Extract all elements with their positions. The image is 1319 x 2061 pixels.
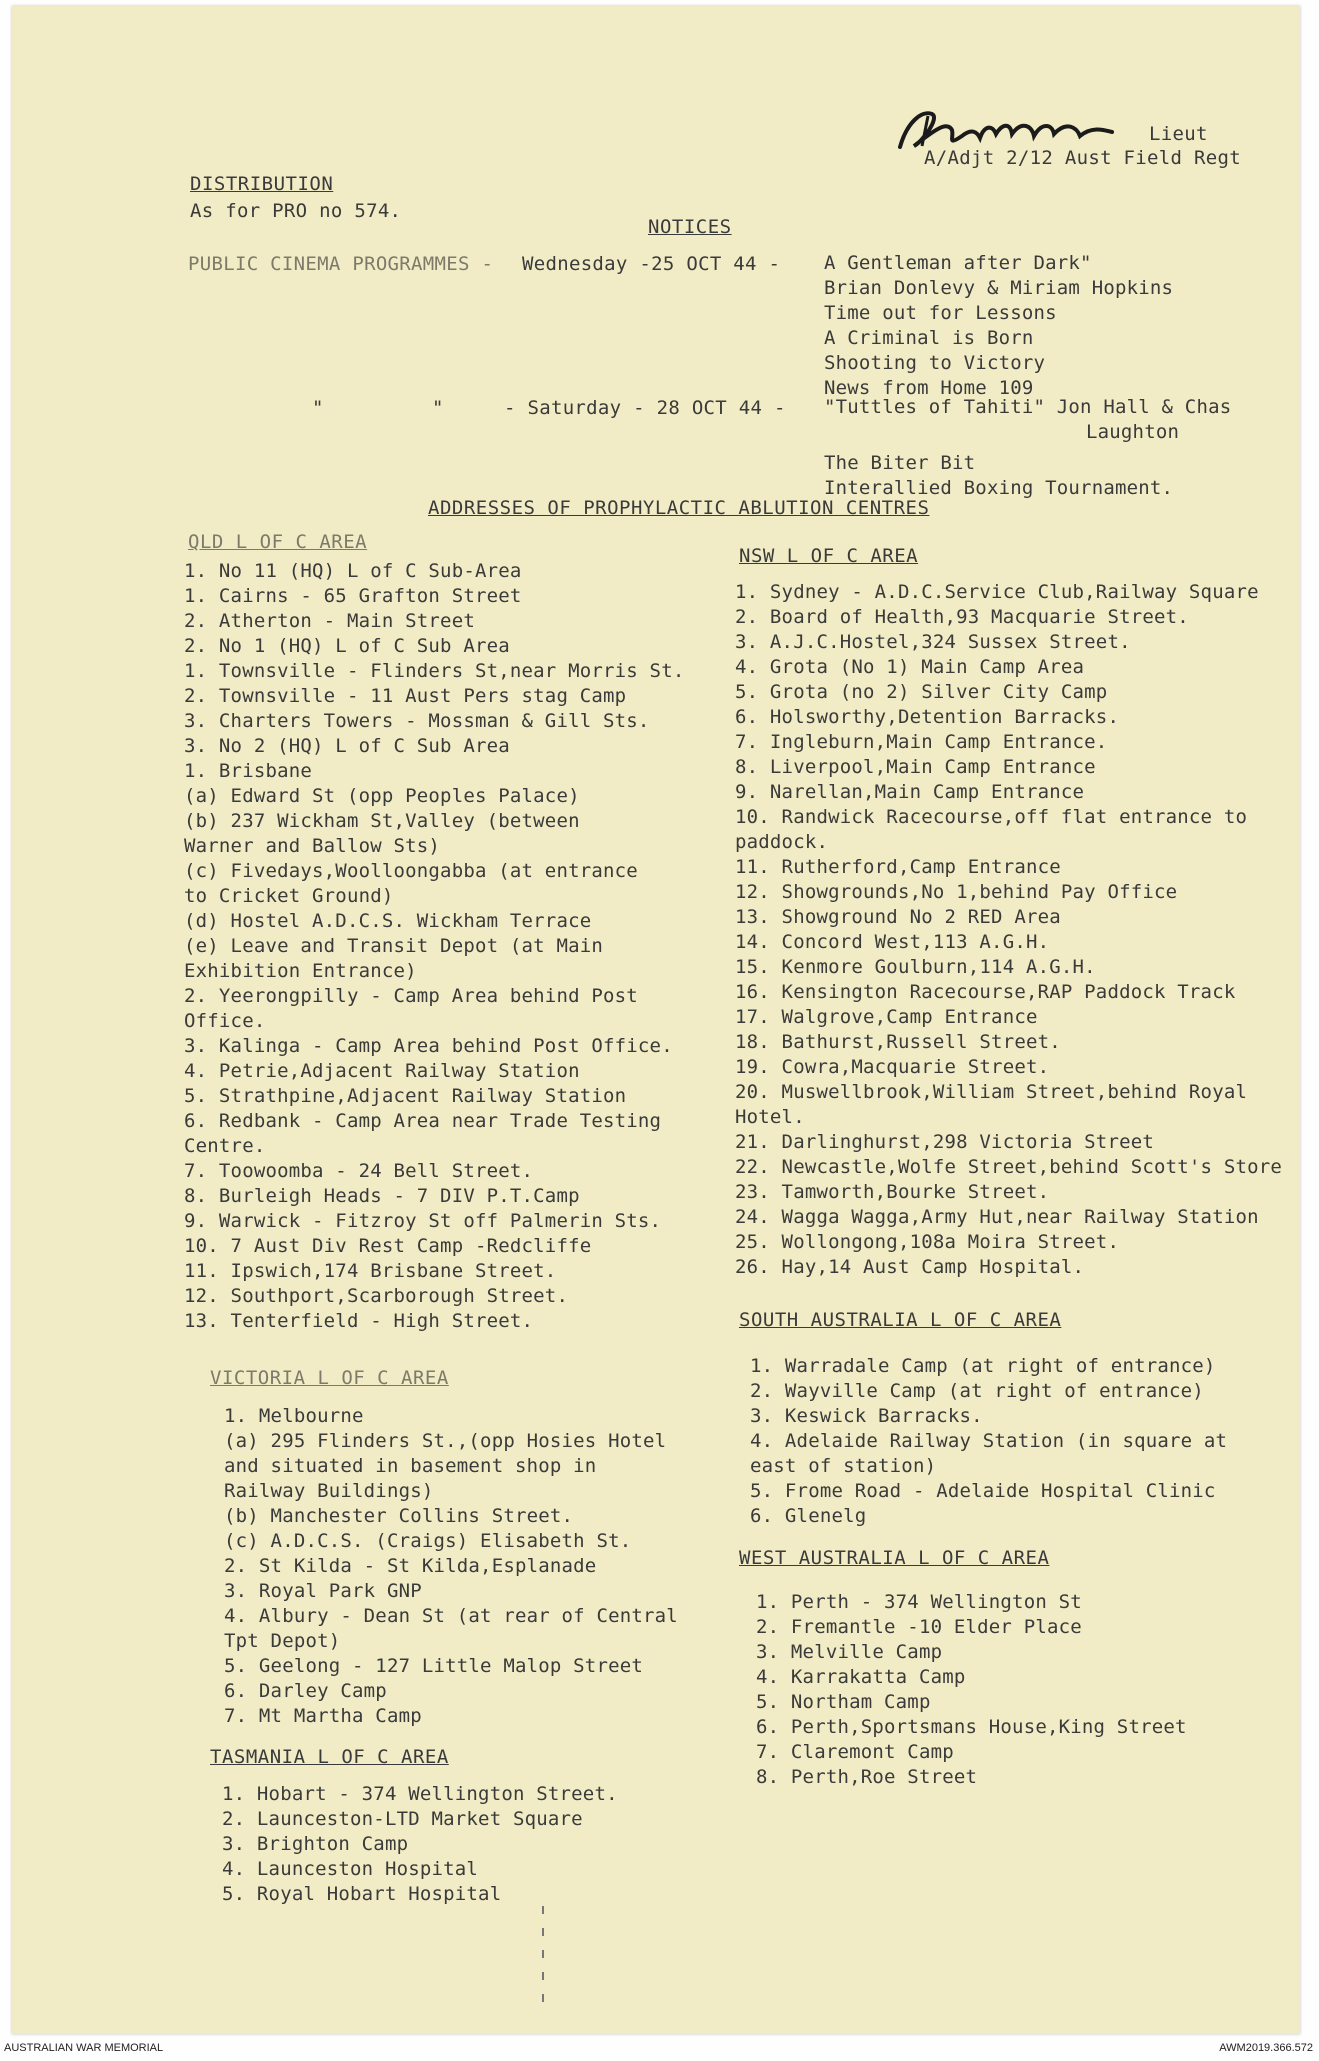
address-line: 6. Holsworthy,Detention Barracks. [735,706,1120,728]
address-line: 23. Tamworth,Bourke Street. [735,1181,1050,1203]
address-line: 14. Concord West,113 A.G.H. [735,931,1050,953]
address-line: 11. Ipswich,174 Brisbane Street. [184,1260,557,1282]
address-line: 1. Sydney - A.D.C.Service Club,Railway Square [735,581,1259,603]
cinema-day-2: - Saturday - 28 OCT 44 - [504,397,786,419]
address-line: 5. Northam Camp [756,1691,931,1713]
address-line: paddock. [735,831,829,853]
address-line: (a) Edward St (opp Peoples Palace) [184,785,580,807]
address-line: 10. 7 Aust Div Rest Camp -Redcliffe [184,1235,592,1257]
address-line: 8. Liverpool,Main Camp Entrance [735,756,1096,778]
film-line: Brian Donlevy & Miriam Hopkins [824,277,1174,299]
address-line: 2. St Kilda - St Kilda,Esplanade [224,1555,597,1577]
address-line: 3. A.J.C.Hostel,324 Sussex Street. [735,631,1131,653]
address-line: 1. Townsville - Flinders St,near Morris St. [184,660,685,682]
address-line: 24. Wagga Wagga,Army Hut,near Railway Station [735,1206,1259,1228]
address-line: 6. Glenelg [750,1505,867,1527]
qld-list [184,559,684,1334]
address-line: 7. Claremont Camp [756,1741,954,1763]
address-line: 6. Redbank - Camp Area near Trade Testing [184,1110,662,1132]
address-line: Warner and Ballow Sts) [184,835,441,857]
address-line: (d) Hostel A.D.C.S. Wickham Terrace [184,910,592,932]
footer-accession-number: AWM2019.366.572 [1219,2042,1313,2054]
ditto-mark: " [312,397,324,419]
address-line: 2. Townsville - 11 Aust Pers stag Camp [184,685,627,707]
address-line: 5. Geelong - 127 Little Malop Street [224,1655,644,1677]
address-line: (e) Leave and Transit Depot (at Main [184,935,604,957]
address-line: 15. Kenmore Goulburn,114 A.G.H. [735,956,1096,978]
address-line: 2. Yeerongpilly - Camp Area behind Post [184,985,638,1007]
distribution-text: As for PRO no 574. [190,200,402,222]
address-line: Office. [184,1010,266,1032]
film-line: A Criminal is Born [824,327,1034,349]
address-line: 5. Grota (no 2) Silver City Camp [735,681,1108,703]
address-line: 9. Narellan,Main Camp Entrance [735,781,1085,803]
fold-mark [542,1906,544,2016]
address-line: Hotel. [735,1106,805,1128]
address-line: 11. Rutherford,Camp Entrance [735,856,1061,878]
address-line: 13. Tenterfield - High Street. [184,1310,534,1332]
address-line: 22. Newcastle,Wolfe Street,behind Scott's Store [735,1156,1283,1178]
address-line: Centre. [184,1135,266,1157]
address-line: 19. Cowra,Macquarie Street. [735,1056,1050,1078]
address-line: 2. No 1 (HQ) L of C Sub Area [184,635,510,657]
cinema-label: PUBLIC CINEMA PROGRAMMES - [188,253,494,275]
sa-list [750,1354,1227,1529]
film-line: Interallied Boxing Tournament. [824,477,1174,499]
address-line: 12. Showgrounds,No 1,behind Pay Office [735,881,1178,903]
address-line: 3. No 2 (HQ) L of C Sub Area [184,735,510,757]
address-line: 1. Cairns - 65 Grafton Street [184,585,522,607]
address-line: (c) A.D.C.S. (Craigs) Elisabeth St. [224,1530,632,1552]
cinema-films-2 [824,395,1231,501]
address-line: 20. Muswellbrook,William Street,behind Royal [735,1081,1248,1103]
address-line: 3. Keswick Barracks. [750,1405,983,1427]
cinema-day-1: Wednesday -25 OCT 44 - [522,253,781,275]
address-line: (b) 237 Wickham St,Valley (between [184,810,580,832]
address-line: 16. Kensington Racecourse,RAP Paddock Track [735,981,1236,1003]
address-line: 1. No 11 (HQ) L of C Sub-Area [184,560,522,582]
address-line: 10. Randwick Racecourse,off flat entrance to [735,806,1248,828]
address-line: 4. Petrie,Adjacent Railway Station [184,1060,580,1082]
film-line: "Tuttles of Tahiti" Jon Hall & Chas [824,396,1232,418]
vic-heading: VICTORIA L OF C AREA [210,1367,449,1389]
film-line: Laughton [1086,421,1180,443]
address-line: 2. Atherton - Main Street [184,610,475,632]
address-line: 2. Board of Health,93 Macquarie Street. [735,606,1189,628]
ditto-mark: " [432,397,444,419]
vic-list [224,1404,678,1729]
wa-list [756,1590,1187,1790]
footer-archive-name: AUSTRALIAN WAR MEMORIAL [4,2042,164,2054]
cinema-films-1 [824,251,1173,401]
address-line: 1. Warradale Camp (at right of entrance) [750,1355,1216,1377]
address-line: 3. Brighton Camp [222,1833,409,1855]
address-line: 8. Perth,Roe Street [756,1766,978,1788]
signoff-unit: A/Adjt 2/12 Aust Field Regt [924,147,1241,169]
address-line: 3. Charters Towers - Mossman & Gill Sts. [184,710,650,732]
address-line: 4. Adelaide Railway Station (in square at [750,1430,1228,1452]
address-line: Railway Buildings) [224,1480,434,1502]
nsw-list [735,580,1282,1280]
address-line: 9. Warwick - Fitzroy St off Palmerin Sts. [184,1210,662,1232]
address-line: to Cricket Ground) [184,885,394,907]
address-line: 1. Hobart - 374 Wellington Street. [222,1783,618,1805]
address-line: 5. Royal Hobart Hospital [222,1883,502,1905]
address-line: 18. Bathurst,Russell Street. [735,1031,1061,1053]
nsw-heading: NSW L OF C AREA [739,545,919,567]
address-line: (b) Manchester Collins Street. [224,1505,574,1527]
address-line: 21. Darlinghurst,298 Victoria Street [735,1131,1155,1153]
address-line: and situated in basement shop in [224,1455,597,1477]
tas-list [222,1782,618,1907]
address-line: 1. Brisbane [184,760,313,782]
addresses-heading: ADDRESSES OF PROPHYLACTIC ABLUTION CENTRES [428,497,930,519]
address-line: 7. Mt Martha Camp [224,1705,422,1727]
address-line: Exhibition Entrance) [184,960,417,982]
tas-heading: TASMANIA L OF C AREA [210,1746,449,1768]
address-line: 1. Melbourne [224,1405,364,1427]
address-line: 7. Toowoomba - 24 Bell Street. [184,1160,534,1182]
address-line: 2. Fremantle -10 Elder Place [756,1616,1082,1638]
wa-heading: WEST AUSTRALIA L OF C AREA [739,1547,1050,1569]
address-line: 4. Grota (No 1) Main Camp Area [735,656,1085,678]
notices-heading: NOTICES [648,216,732,238]
address-line: 8. Burleigh Heads - 7 DIV P.T.Camp [184,1185,580,1207]
film-line: Shooting to Victory [824,352,1046,374]
address-line: 26. Hay,14 Aust Camp Hospital. [735,1256,1085,1278]
address-line: 1. Perth - 374 Wellington St [756,1591,1082,1613]
address-line: 5. Strathpine,Adjacent Railway Station [184,1085,627,1107]
address-line: east of station) [750,1455,937,1477]
document-page [12,6,1300,2034]
address-line: 4. Launceston Hospital [222,1858,479,1880]
address-line: 3. Melville Camp [756,1641,943,1663]
film-line: Time out for Lessons [824,302,1057,324]
address-line: (c) Fivedays,Woolloongabba (at entrance [184,860,638,882]
address-line: 3. Kalinga - Camp Area behind Post Office. [184,1035,673,1057]
address-line: Tpt Depot) [224,1630,341,1652]
address-line: 2. Wayville Camp (at right of entrance) [750,1380,1204,1402]
address-line: (a) 295 Flinders St.,(opp Hosies Hotel [224,1430,667,1452]
address-line: 5. Frome Road - Adelaide Hospital Clinic [750,1480,1216,1502]
address-line: 13. Showground No 2 RED Area [735,906,1061,928]
address-line: 6. Darley Camp [224,1680,387,1702]
distribution-heading: DISTRIBUTION [190,173,334,195]
film-line: News from Home 109 [824,377,1034,399]
address-line: 6. Perth,Sportsmans House,King Street [756,1716,1187,1738]
address-line: 2. Launceston-LTD Market Square [222,1808,583,1830]
address-line: 7. Ingleburn,Main Camp Entrance. [735,731,1108,753]
address-line: 12. Southport,Scarborough Street. [184,1285,569,1307]
address-line: 3. Royal Park GNP [224,1580,422,1602]
address-line: 4. Albury - Dean St (at rear of Central [224,1605,678,1627]
signoff-rank: Lieut [1149,123,1208,145]
film-line: The Biter Bit [824,452,976,474]
film-line: A Gentleman after Dark" [824,252,1092,274]
address-line: 17. Walgrove,Camp Entrance [735,1006,1038,1028]
sa-heading: SOUTH AUSTRALIA L OF C AREA [739,1309,1062,1331]
address-line: 25. Wollongong,108a Moira Street. [735,1231,1120,1253]
qld-heading: QLD L OF C AREA [188,531,368,553]
address-line: 4. Karrakatta Camp [756,1666,966,1688]
